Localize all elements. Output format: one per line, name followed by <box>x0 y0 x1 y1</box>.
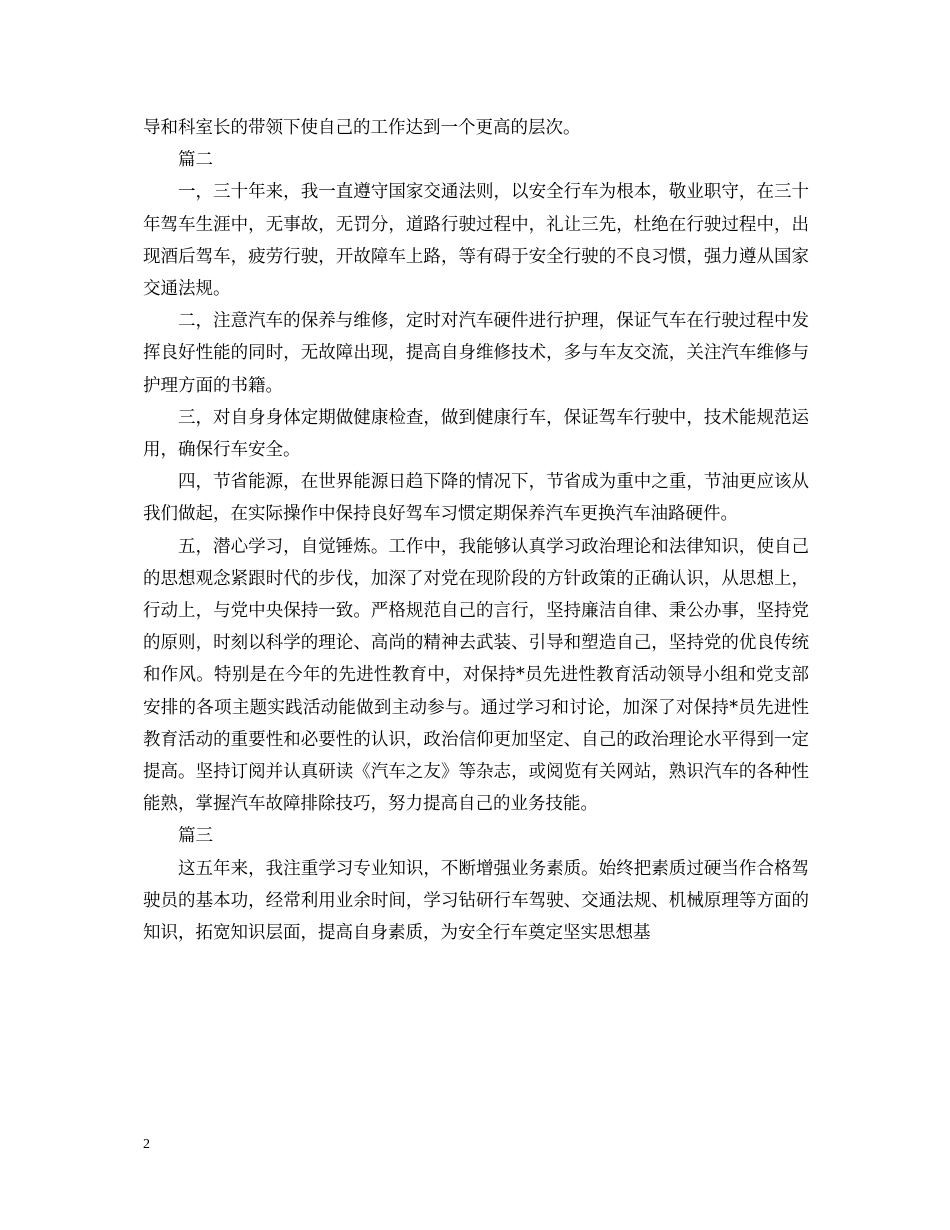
section-heading-2: 篇二 <box>178 150 213 171</box>
paragraph-continuation: 导和科室长的带领下使自己的工作达到一个更高的层次。 <box>143 118 581 138</box>
paragraph-item-1: 一，三十年来，我一直遵守国家交通法则，以安全行车为根本，敬业职守，在三十年驾车生涯中，无事故，无罚分，道路行驶过程中，礼让三先，杜绝在行驶过程中，出现酒后驾车，疲劳行驶，开故障车上路，等有碍于安全行驶的不良习惯，强力遵从国家交通法规。 <box>143 182 809 300</box>
document-body <box>143 112 809 949</box>
paragraph-item-5: 五，潜心学习，自觉锤炼。工作中，我能够认真学习政治理论和法律知识，使自己的思想观念紧跟时代的步伐，加深了对党在现阶段的方针政策的正确认识，从思想上，行动上，与党中央保持一致。严格规范自己的言行，坚持廉洁自律、秉公办事，坚持党的原则，时刻以科学的理论、高尚的精神去武装、引导和塑造自己，坚持党的优良传统和作风。特别是在今年的先进性教育中，对保持*员先进性教育活动领导小组和党支部安排的各项主题实践活动能做到主动参与。通过学习和讨论，加深了对保持*员先进性教育活动的重要性和必要性的认识，政治信仰更加坚定、自己的政治理论水平得到一定提高。坚持订阅并认真研读《汽车之友》等杂志，或阅览有关网站，熟识汽车的各种性能熟，掌握汽车故障排除技巧，努力提高自己的业务技能。 <box>143 536 809 815</box>
paragraph-item-2: 二，注意汽车的保养与维修，定时对汽车硬件进行护理，保证气车在行驶过程中发挥良好性能的同时，无故障出现，提高自身维修技术，多与车友交流，关注汽车维修与护理方面的书籍。 <box>143 311 809 396</box>
paragraph-section-3: 这五年来，我注重学习专业知识，不断增强业务素质。始终把素质过硬当作合格驾驶员的基本功，经常利用业余时间，学习钻研行车驾驶、交通法规、机械原理等方面的知识，拓宽知识层面，提高自身素质，为安全行车奠定坚实思想基 <box>143 858 809 944</box>
section-heading-3: 篇三 <box>178 826 213 847</box>
page-number: 2 <box>143 1137 150 1152</box>
paragraph-item-3: 三，对自身身体定期做健康检查，做到健康行车，保证驾车行驶中，技术能规范运用，确保行车安全。 <box>143 407 809 461</box>
paragraph-item-4: 四，节省能源，在世界能源日趋下降的情况下，节省成为重中之重，节油更应该从我们做起，在实际操作中保持良好驾车习惯定期保养汽车更换汽车油路硬件。 <box>143 472 809 525</box>
